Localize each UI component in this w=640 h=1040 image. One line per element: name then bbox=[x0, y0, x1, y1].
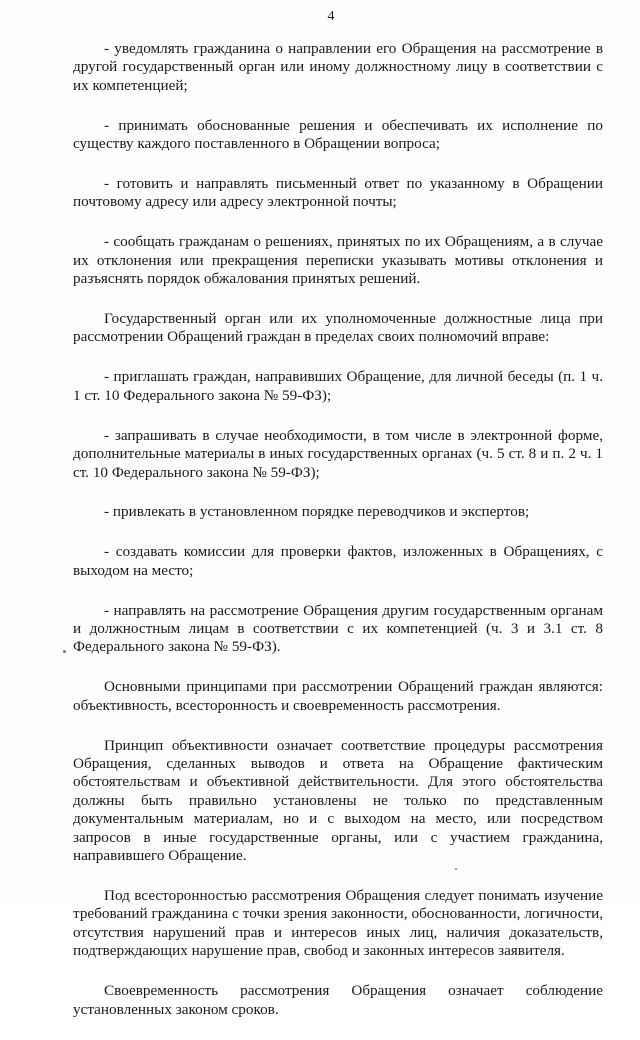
paragraph: - уведомлять гражданина о направлении его Обращения на рассмотрение в другой государственный орган или иному должностному лицу в соответствии с их компетенцией; bbox=[73, 40, 603, 94]
paragraph: Основными принципами при рассмотрении Обращений граждан являются: объективность, всесторонность и своевременность рассмотрения. bbox=[73, 678, 603, 714]
paragraph: Своевременность рассмотрения Обращения означает соблюдение установленных законом сроков. bbox=[73, 982, 603, 1018]
paragraph: Под всесторонностью рассмотрения Обращения следует понимать изучение требований гражданина с точки зрения законности, обоснованности, логичности, отсутствия нарушений прав и интересов иных лиц, наличия доказательств, подтверждающих нарушение прав, свобод и законных интересов заявителя. bbox=[73, 887, 603, 960]
paragraph: - сообщать гражданам о решениях, принятых по их Обращениям, а в случае их отклонения или прекращения переписки указывать мотивы отклонения и разъяснять порядок обжалования принятых решений. bbox=[73, 233, 603, 288]
paragraph: Принцип объективности означает соответствие процедуры рассмотрения Обращения, сделанных выводов и ответа на Обращение фактическим обстоятельствам и объективной действительности. Для этого обстоятельства должны быть правильно установлены не только по представленным документальным материалам, но и с выходом на место, или посредством запросов в иные государственные органы, или с участием гражданина, направившего Обращение. bbox=[73, 736, 603, 865]
scan-speck bbox=[455, 868, 457, 870]
paragraph: - приглашать граждан, направивших Обращение, для личной беседы (п. 1 ч. 1 ст. 10 Федерального закона № 59-ФЗ); bbox=[73, 368, 603, 404]
paragraph: - принимать обоснованные решения и обеспечивать их исполнение по существу каждого поставленного в Обращении вопроса; bbox=[73, 116, 603, 153]
page-number: 4 bbox=[327, 9, 335, 24]
paragraph: - привлекать в установленном порядке переводчиков и экспертов; bbox=[104, 503, 530, 521]
document-body bbox=[73, 40, 603, 1040]
paragraph: - направлять на рассмотрение Обращения другим государственным органам и должностным лицам в соответствии с их компетенцией (ч. 3 и 3.1 ст. 8 Федерального закона № 59-ФЗ). bbox=[73, 601, 603, 656]
paragraph: - запрашивать в случае необходимости, в том числе в электронной форме, дополнительные материалы в иных государственных органах (ч. 5 ст. 8 и п. 2 ч. 1 ст. 10 Федерального закона № 59-ФЗ); bbox=[73, 426, 603, 481]
paragraph: - создавать комиссии для проверки фактов, изложенных в Обращениях, с выходом на место; bbox=[73, 543, 603, 579]
paragraph: - готовить и направлять письменный ответ по указанному в Обращении почтовому адресу или адресу электронной почты; bbox=[73, 175, 603, 211]
paragraph: Государственный орган или их уполномоченные должностные лица при рассмотрении Обращений граждан в пределах своих полномочий вправе: bbox=[73, 310, 603, 346]
scan-speck bbox=[63, 650, 66, 653]
